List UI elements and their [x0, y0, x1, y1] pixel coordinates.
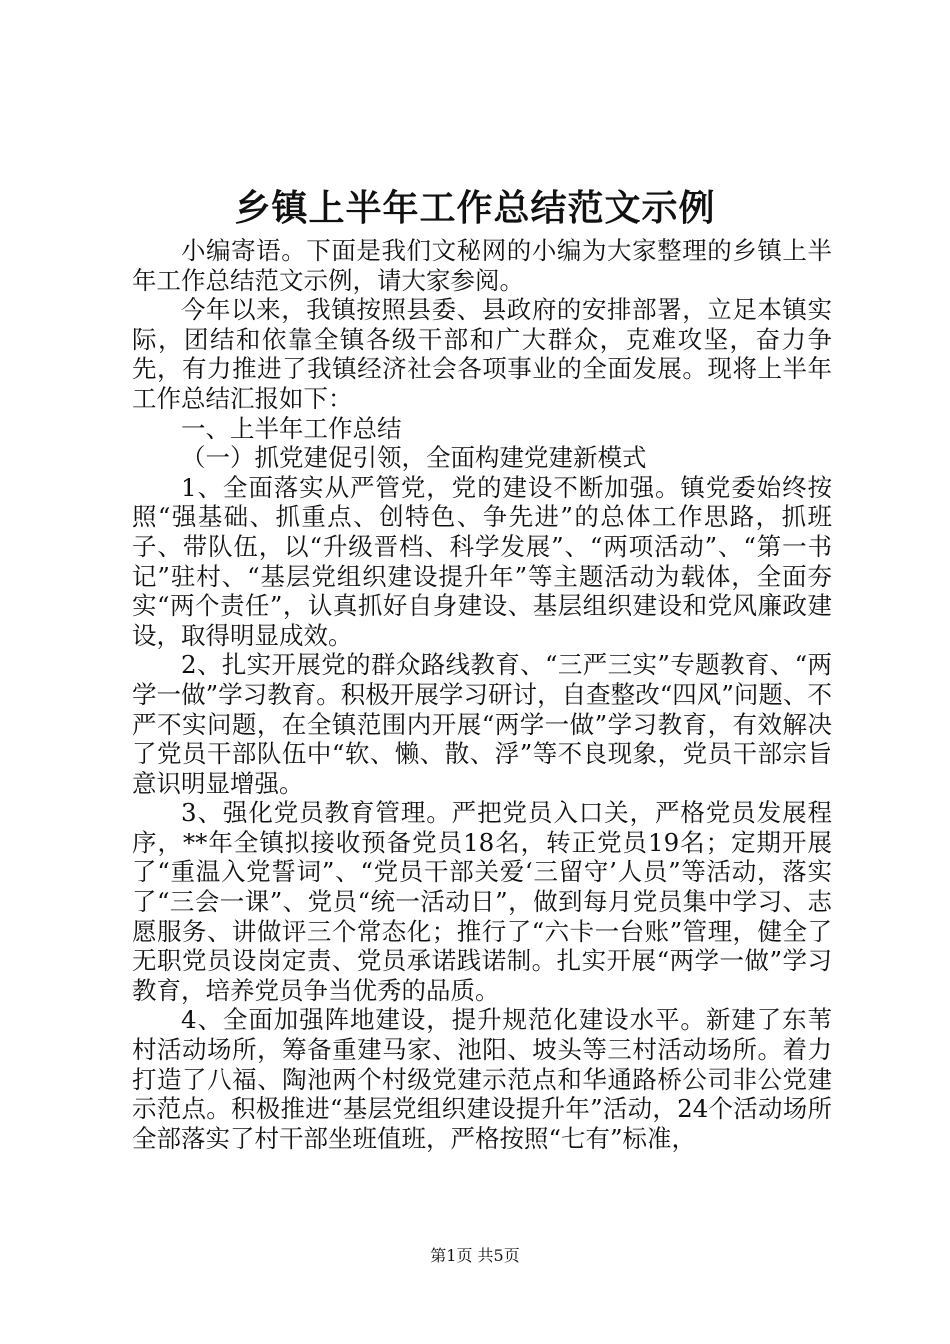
document-body — [132, 236, 832, 1153]
paragraph-item-1: 1、全面落实从严管党，党的建设不断加强。镇党委始终按照“强基础、抓重点、创特色、争先进”的总体工作思路，抓班子、带队伍，以“升级晋档、科学发展”、“两项活动”、“第一书记”驻村、“基层党组织建设提升年”等主题活动为载体，全面夯实“两个责任”，认真抓好自身建设、基层组织建设和党风廉政建设，取得明显成效。 — [132, 472, 832, 650]
document-title: 乡镇上半年工作总结范文示例 — [234, 187, 716, 229]
paragraph-overview: 今年以来，我镇按照县委、县政府的安排部署，立足本镇实际，团结和依靠全镇各级干部和广大群众，克难攻坚，奋力争先，有力推进了我镇经济社会各项事业的全面发展。现将上半年工作总结汇报如下： — [132, 295, 832, 413]
paragraph-intro: 小编寄语。下面是我们文秘网的小编为大家整理的乡镇上半年工作总结范文示例，请大家参阅。 — [132, 236, 832, 295]
section-heading-1: 一、上半年工作总结 — [181, 413, 402, 443]
paragraph-item-4: 4、全面加强阵地建设，提升规范化建设水平。新建了东苇村活动场所，筹备重建马家、池阳、坡头等三村活动场所。着力打造了八福、陶池两个村级党建示范点和华通路桥公司非公党建示范点。积极推进“基层党组织建设提升年”活动，24个活动场所全部落实了村干部坐班值班，严格按照“七有”标准， — [132, 1005, 832, 1153]
page-footer: 第1页 共5页 — [430, 1246, 520, 1265]
paragraph-item-2: 2、扎实开展党的群众路线教育、“三严三实”专题教育、“两学一做”学习教育。积极开展学习研讨，自查整改“四风”问题、不严不实问题，在全镇范围内开展“两学一做”学习教育，有效解决了党员干部队伍中“软、懒、散、浮”等不良现象，党员干部宗旨意识明显增强。 — [132, 650, 832, 798]
paragraph-item-3: 3、强化党员教育管理。严把党员入口关，严格党员发展程序，**年全镇拟接收预备党员18名，转正党员19名；定期开展了“重温入党誓词”、“党员干部关爱‘三留守’人员”等活动，落实了“三会一课”、党员“统一活动日”，做到每月党员集中学习、志愿服务、讲做评三个常态化；推行了“六卡一台账”管理，健全了无职党员设岗定责、党员承诺践诺制。扎实开展“两学一做”学习教育，培养党员争当优秀的品质。 — [132, 798, 832, 1005]
subsection-heading-1: （一）抓党建促引领，全面构建党建新模式 — [181, 443, 647, 473]
